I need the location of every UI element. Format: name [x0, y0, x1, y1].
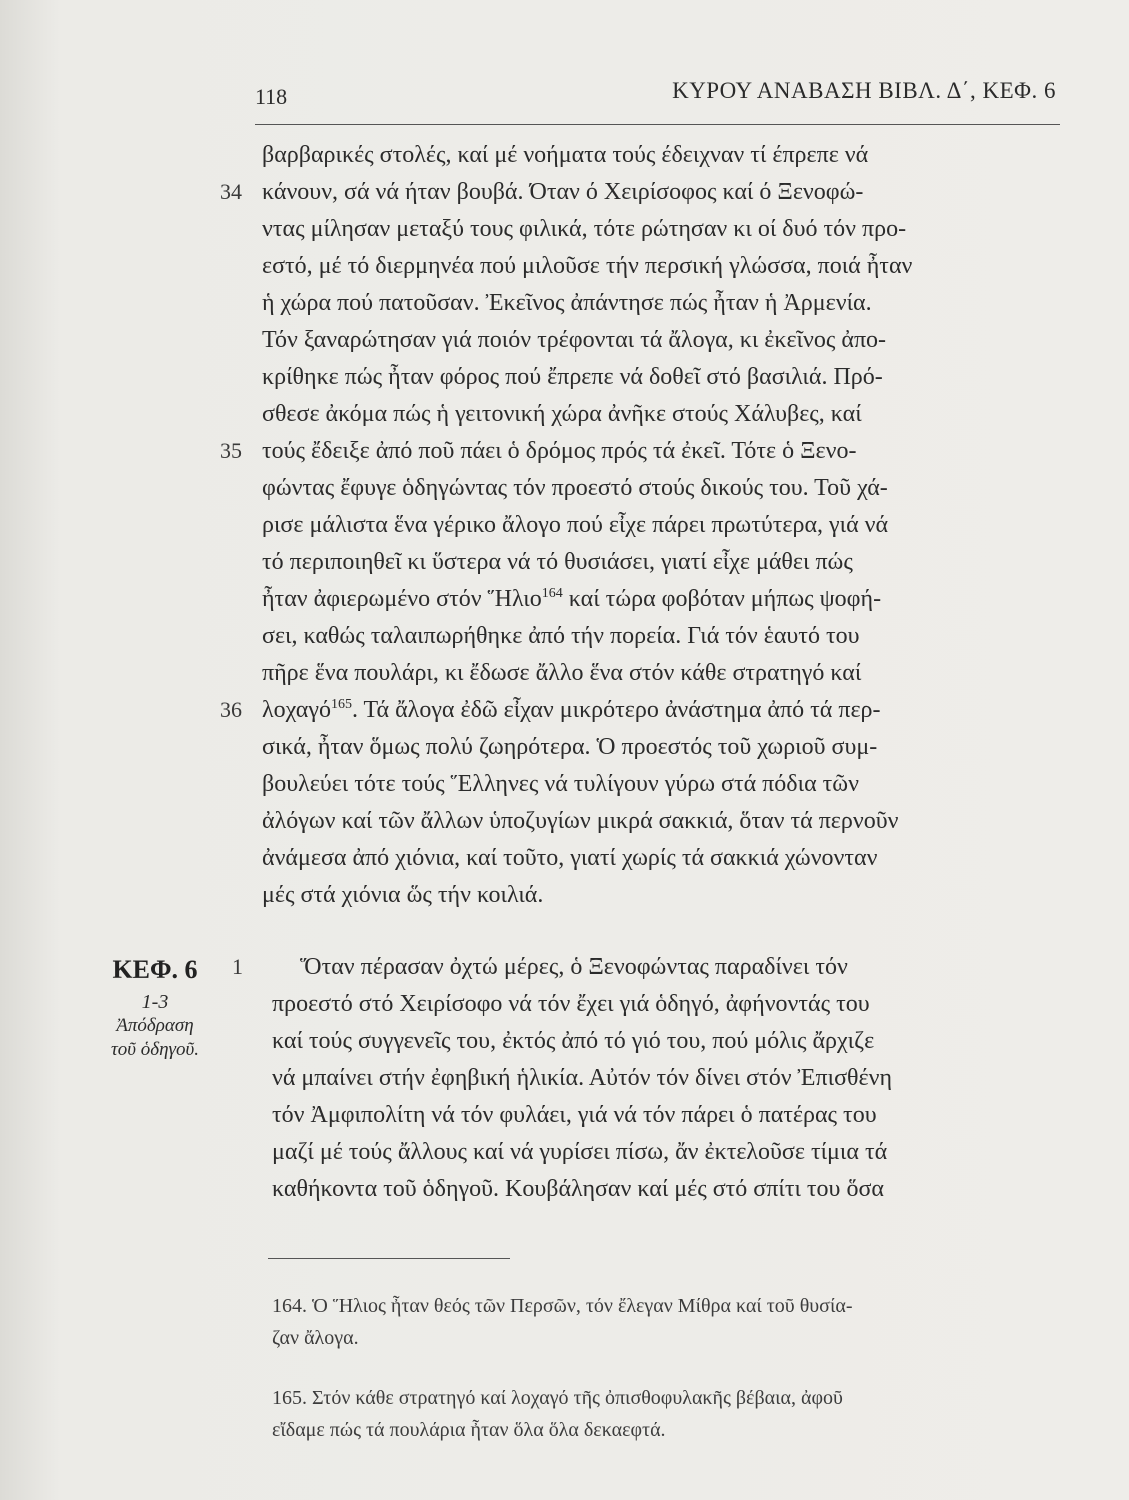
footnote-165-cont: εἴδαμε πώς τά πουλάρια ἦταν ὅλα ὅλα δεκαεφτά.: [272, 1419, 666, 1441]
chapter-title: Ἀπόδραση: [116, 1015, 194, 1036]
text-line: Ὅταν πέρασαν ὀχτώ μέρες, ὁ Ξενοφώντας παραδίνει τόν: [300, 954, 848, 980]
text-line: σικά, ἦταν ὅμως πολύ ζωηρότερα. Ὁ προεστός τοῦ χωριοῦ συμ-: [262, 734, 878, 760]
footnote-164-cont: ζαν ἄλογα.: [272, 1327, 359, 1349]
text-line: καθήκοντα τοῦ ὁδηγοῦ. Κουβάλησαν καί μές στό σπίτι του ὅσα: [272, 1176, 884, 1202]
text-line: προεστό στό Χειρίσοφο νά τόν ἔχει γιά ὁδηγό, ἀφήνοντάς του: [272, 991, 870, 1017]
text-line: τόν Ἀμφιπολίτη νά τόν φυλάει, γιά νά τόν πάρει ὁ πατέρας του: [272, 1102, 877, 1128]
text-line: κάνουν, σά νά ήταν βουβά. Όταν ό Χειρίσοφος καί ό Ξενοφώ-: [262, 179, 864, 205]
text-line: ἡ χώρα πού πατοῦσαν. Ἐκεῖνος ἀπάντησε πώς ἦταν ἡ Ἀρμενία.: [262, 290, 872, 316]
text-line: εστό, μέ τό διερμηνέα πού μιλοῦσε τήν περσική γλώσσα, ποιά ἦταν: [262, 253, 913, 279]
text-segment: καί τώρα φοβόταν μήπως ψοφή-: [562, 586, 882, 612]
page-header: [255, 78, 1060, 118]
footnote-rule: [268, 1258, 510, 1259]
header-rule: [255, 124, 1060, 125]
line-number: 34: [220, 179, 242, 204]
running-head: ΚΥΡΟΥ ΑΝΑΒΑΣΗ ΒΙΒΛ. Δ΄, ΚΕΦ. 6: [672, 78, 1056, 103]
text-line: σει, καθώς ταλαιπωρήθηκε ἀπό τήν πορεία. Γιά τόν ἑαυτό του: [262, 623, 860, 649]
text-segment: . Τά ἄλογα ἐδῶ εἶχαν μικρότερο ἀνάστημα ἀπό τά περ-: [351, 697, 881, 723]
text-line: ἀνάμεσα ἀπό χιόνια, καί τοῦτο, γιατί χωρίς τά σακκιά χώνονταν: [262, 845, 878, 871]
text-segment: ἦταν ἀφιερωμένο στόν Ἥλιο: [262, 586, 542, 612]
line-number: 1: [232, 954, 243, 979]
text-line: καί τούς συγγενεῖς του, ἐκτός ἀπό τό γιό του, πού μόλις ἄρχιζε: [272, 1028, 875, 1054]
text-line: σθεσε ἀκόμα πώς ἡ γειτονική χώρα ἀνῆκε στούς Χάλυβες, καί: [262, 401, 862, 427]
text-line: [262, 695, 1082, 725]
text-line: νά μπαίνει στήν ἐφηβική ἡλικία. Αὐτόν τόν δίνει στόν Ἐπισθένη: [272, 1065, 892, 1091]
text-line: [262, 584, 1082, 614]
line-number: 36: [220, 697, 242, 722]
text-line: ἀλόγων καί τῶν ἄλλων ὑποζυγίων μικρά σακκιά, ὅταν τά περνοῦν: [262, 808, 899, 834]
chapter-title: τοῦ ὁδηγοῦ.: [111, 1039, 199, 1060]
chapter-label: ΚΕΦ. 6: [112, 955, 198, 984]
text-line: ντας μίλησαν μεταξύ τους φιλικά, τότε ρώτησαν κι οί δυό τόν προ-: [262, 216, 907, 242]
text-segment: λοχαγό: [262, 697, 331, 723]
chapter-section-range: 1-3: [141, 991, 169, 1013]
page-number: 118: [255, 84, 288, 109]
footnote-ref-165[interactable]: 165: [330, 697, 352, 712]
chapter-marginal-heading: [70, 955, 240, 1062]
text-line: βουλεύει τότε τούς Ἕλληνες νά τυλίγουν γύρω στά πόδια τῶν: [262, 771, 859, 797]
text-line: βαρβαρικές στολές, καί μέ νοήματα τούς έδειχναν τί έπρεπε νά: [262, 142, 869, 168]
text-line: τό περιποιηθεῖ κι ὕστερα νά τό θυσιάσει, γιατί εἶχε μάθει πώς: [262, 549, 853, 575]
footnote-165: 165. Στόν κάθε στρατηγό καί λοχαγό τῆς ὀπισθοφυλακῆς βέβαια, ἀφοῦ: [272, 1387, 843, 1409]
line-number: 35: [220, 438, 242, 463]
text-line: πῆρε ἕνα πουλάρι, κι ἔδωσε ἄλλο ἕνα στόν κάθε στρατηγό καί: [262, 660, 862, 686]
text-line: μαζί μέ τούς ἄλλους καί νά γυρίσει πίσω, ἄν ἐκτελοῦσε τίμια τά: [272, 1139, 888, 1165]
footnote-ref-164[interactable]: 164: [541, 586, 563, 601]
text-line: Τόν ξαναρώτησαν γιά ποιόν τρέφονται τά ἄλογα, κι ἐκεῖνος ἀπο-: [262, 327, 887, 353]
text-line: φώντας ἔφυγε ὁδηγώντας τόν προεστό στούς δικούς του. Τοῦ χά-: [262, 475, 888, 501]
text-line: κρίθηκε πώς ἦταν φόρος πού ἔπρεπε νά δοθεῖ στό βασιλιά. Πρό-: [262, 364, 883, 390]
text-line: ρισε μάλιστα ἕνα γέρικο ἄλογο πού εἶχε πάρει πρωτύτερα, γιά νά: [262, 512, 889, 538]
text-line: τούς ἔδειξε ἀπό ποῦ πάει ὁ δρόμος πρός τά ἐκεῖ. Τότε ὁ Ξενο-: [262, 438, 857, 464]
text-line: μές στά χιόνια ὥς τήν κοιλιά.: [262, 882, 544, 908]
footnote-164: 164. Ὁ Ἥλιος ἦταν θεός τῶν Περσῶν, τόν ἔλεγαν Μίθρα καί τοῦ θυσία-: [272, 1295, 853, 1317]
